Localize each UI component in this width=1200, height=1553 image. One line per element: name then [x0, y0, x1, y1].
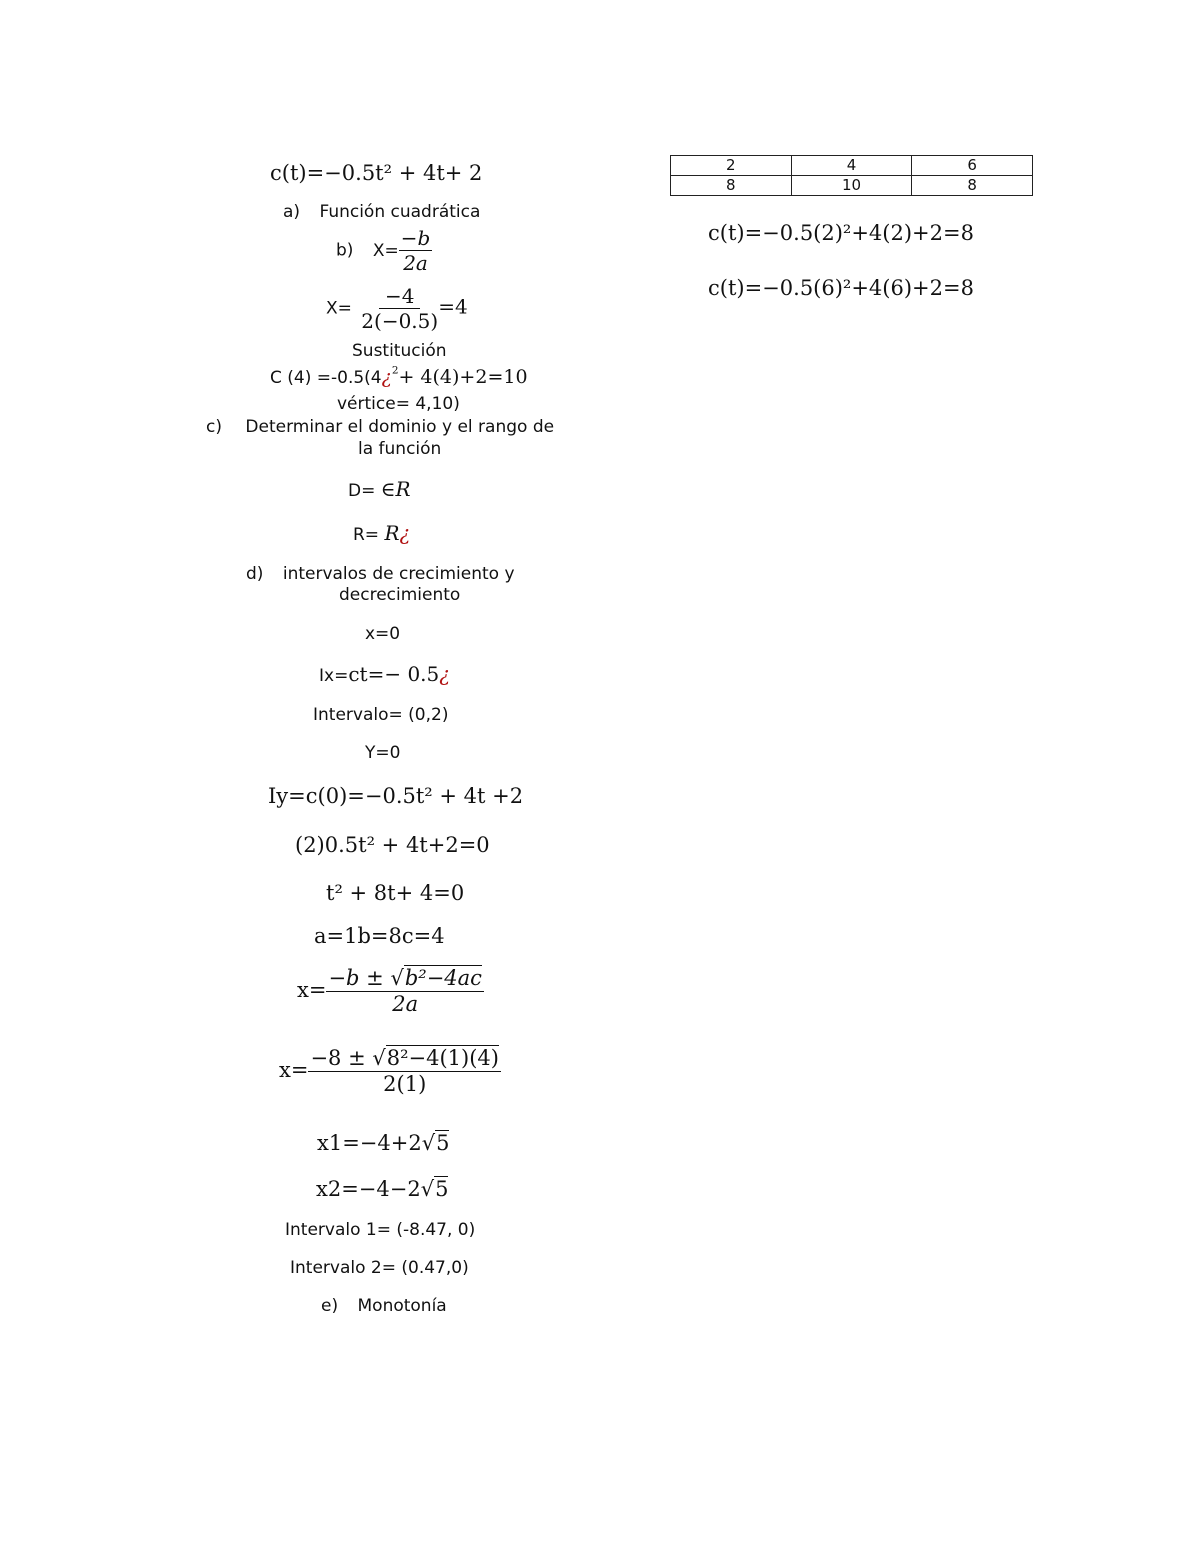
equation-3: t² + 8t+ 4=0	[326, 881, 465, 905]
range-prefix: R=	[353, 525, 380, 545]
ix-line	[319, 664, 450, 685]
equation-2: (2)0.5t² + 4t+2=0	[295, 833, 490, 857]
item-a-marker: a)	[283, 202, 301, 222]
quadratic-formula	[297, 968, 484, 1015]
substitution-line: C (4) =-0.5(4¿$^2$+ 4(4)+2=10	[270, 364, 528, 388]
item-b-marker: b)	[336, 240, 354, 261]
vertex-x-result: =4	[438, 294, 468, 319]
item-d-text: intervalos de crecimiento y	[282, 564, 515, 584]
substitution-heading: Sustitución	[352, 341, 447, 361]
item-a-text: Función cuadrática	[319, 202, 481, 222]
domain-math: ∈R	[380, 477, 411, 501]
item-e-text: Monotonía	[357, 1296, 447, 1316]
root-x1: x1=−4+2√5	[317, 1131, 450, 1155]
vertex-x-prefix: X=	[326, 298, 352, 319]
item-c-text: Determinar el dominio y el rango de	[245, 417, 555, 437]
table-cell: 8	[671, 176, 792, 196]
table-cell: 8	[912, 176, 1033, 196]
item-c-line1	[206, 419, 554, 436]
root-x2: x2=−4−2√5	[316, 1177, 449, 1201]
item-c-line2: la función	[358, 439, 442, 459]
table-cell: 2	[671, 156, 792, 176]
item-d-marker: d)	[246, 564, 264, 584]
interval-1: Intervalo 1= (-8.47, 0)	[285, 1220, 476, 1240]
table-row	[671, 156, 1033, 176]
domain-prefix: D=	[348, 481, 376, 501]
item-b	[336, 228, 432, 273]
item-e-marker: e)	[321, 1296, 339, 1316]
interval-2: Intervalo 2= (0.47,0)	[290, 1258, 469, 1278]
vertex-result: vértice= 4,10)	[337, 394, 460, 414]
ix-prefix: Ix=	[319, 666, 349, 686]
coefficients: a=1b=8c=4	[314, 924, 445, 948]
table-cell: 10	[791, 176, 912, 196]
vertex-formula-fraction: $\frac{-b}{2a}$	[400, 226, 431, 275]
vertex-formula-prefix: X=	[372, 240, 399, 261]
item-e	[321, 1298, 447, 1315]
quadratic-fraction: $\frac{\text{−b ± √b²−4ac}}{2a}$	[328, 966, 482, 1016]
quadratic2-prefix: x=	[279, 1058, 309, 1082]
interval-line: Intervalo= (0,2)	[313, 705, 449, 725]
substitution-prefix: C (4) =-0.5(4	[270, 368, 382, 388]
table-row	[671, 176, 1033, 196]
item-d-line2: decrecimiento	[339, 585, 461, 605]
quadratic-substituted	[279, 1048, 501, 1095]
substitution-rest: + 4(4)+2=10	[398, 366, 528, 388]
range-missing-glyph: ¿	[399, 521, 411, 545]
item-d-line1	[246, 566, 515, 583]
x-zero: x=0	[365, 624, 401, 644]
evaluation-t6: c(t)=−0.5(6)²+4(6)+2=8	[708, 276, 974, 300]
range-line	[353, 523, 410, 544]
range-math: R	[384, 521, 400, 545]
iy-equation: Iy=c(0)=−0.5t² + 4t +2	[268, 784, 524, 808]
quadratic2-fraction: $\frac{\text{−8 ± √8²−4(1)(4)}}{2(1)}$	[310, 1046, 499, 1096]
y-zero: Y=0	[365, 743, 401, 763]
values-table	[670, 155, 1033, 196]
vertex-x-calc	[326, 286, 468, 331]
vertex-x-fraction: $\frac{-4}{2(-0.5)}$	[361, 284, 439, 333]
item-a	[283, 204, 480, 221]
table-cell: 4	[791, 156, 912, 176]
function-definition: c(t)=−0.5t² + 4t+ 2	[270, 161, 483, 185]
ix-missing-glyph: ¿	[439, 662, 450, 686]
item-c-marker: c)	[206, 417, 222, 437]
evaluation-t2: c(t)=−0.5(2)²+4(2)+2=8	[708, 221, 974, 245]
quadratic-prefix: x=	[297, 978, 327, 1002]
missing-glyph: ¿	[381, 366, 392, 388]
domain-line	[348, 479, 411, 500]
table-cell: 6	[912, 156, 1033, 176]
ix-math: ct=− 0.5	[348, 662, 440, 686]
